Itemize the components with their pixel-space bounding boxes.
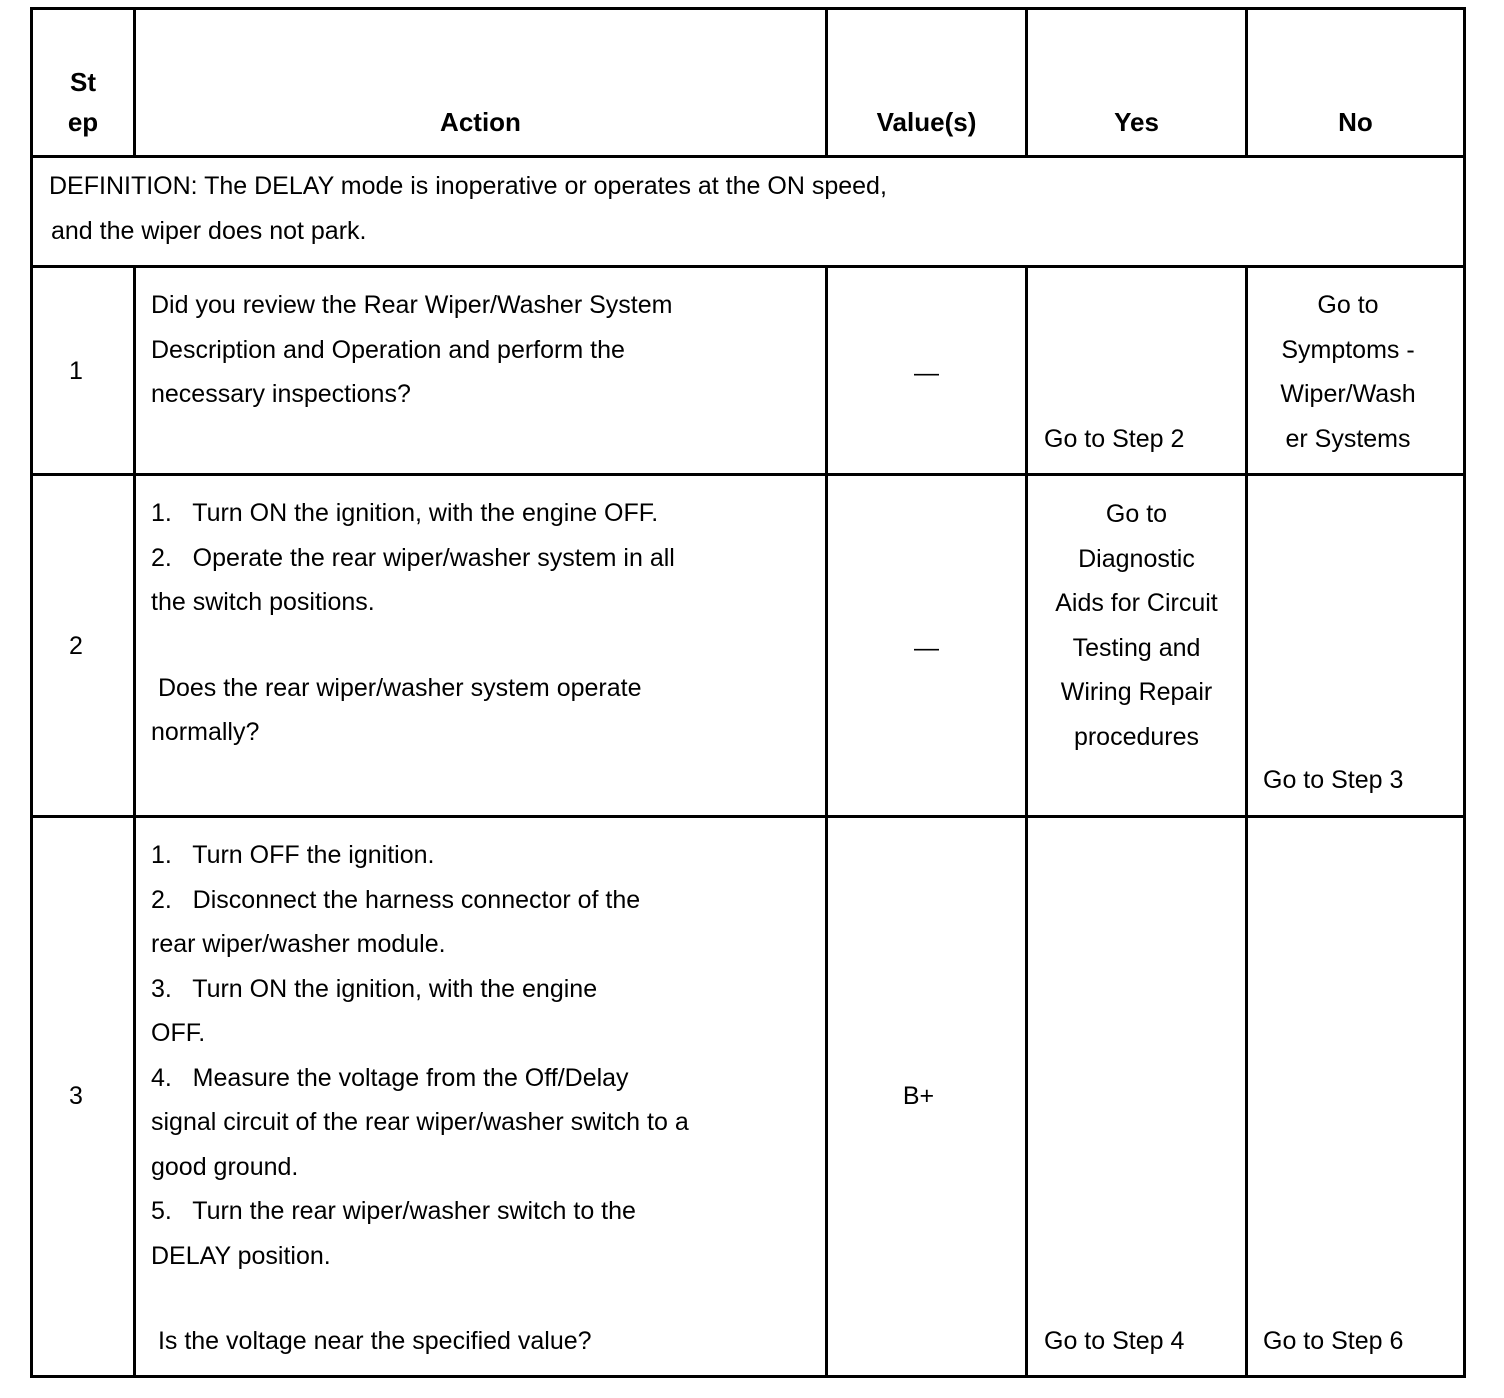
action-line: Does the rear wiper/washer system operate xyxy=(151,673,642,702)
definition-divider xyxy=(33,265,1463,268)
yes-line: Aids for Circuit xyxy=(1055,589,1218,617)
value-text: — xyxy=(914,634,939,662)
definition-line: and the wiper does not park. xyxy=(51,216,367,245)
action-line: 1. Turn OFF the ignition. xyxy=(151,841,435,869)
header-divider xyxy=(33,155,1463,158)
action-line: 1. Turn ON the ignition, with the engine OFF. xyxy=(151,499,659,527)
action-line: necessary inspections? xyxy=(151,380,411,408)
row-1-divider xyxy=(33,473,1463,476)
action-line: normally? xyxy=(151,718,260,746)
row-2-divider xyxy=(33,815,1463,818)
yes-line: Go to xyxy=(1105,500,1168,528)
action-line: 5. Turn the rear wiper/washer switch to the xyxy=(151,1197,636,1225)
no-line: Symptoms - xyxy=(1281,335,1415,364)
value-text: B+ xyxy=(902,1082,935,1110)
action-line: the switch positions. xyxy=(151,588,375,616)
no-line: Wiper/Wash xyxy=(1280,380,1416,408)
yes-link[interactable] xyxy=(1028,492,1245,759)
yes-line: Wiring Repair xyxy=(1060,678,1213,706)
action-line: 2. Disconnect the harness connector of the xyxy=(151,885,641,914)
blank-line xyxy=(151,1278,811,1319)
action-text xyxy=(151,283,811,417)
action-text xyxy=(151,491,811,755)
header-yes: Yes xyxy=(1114,107,1159,137)
definition-line: DEFINITION: The DELAY mode is inoperative or operates at the ON speed, xyxy=(49,172,887,200)
action-line: signal circuit of the rear wiper/washer switch to a xyxy=(151,1108,689,1136)
action-line: Is the voltage near the specified value? xyxy=(151,1327,592,1355)
step-number: 3 xyxy=(69,1082,83,1110)
yes-line: Testing and xyxy=(1072,633,1201,662)
action-line: 3. Turn ON the ignition, with the engine xyxy=(151,974,598,1003)
action-line: 2. Operate the rear wiper/washer system in all xyxy=(151,543,675,572)
yes-line: procedures xyxy=(1073,722,1200,751)
header-values: Value(s) xyxy=(876,107,977,137)
action-line: good ground. xyxy=(151,1152,299,1181)
yes-link[interactable]: Go to Step 2 xyxy=(1044,425,1185,453)
value-text: — xyxy=(914,359,939,387)
action-line: Did you review the Rear Wiper/Washer System xyxy=(151,291,673,319)
col-divider xyxy=(133,265,136,1375)
no-link[interactable] xyxy=(1248,283,1448,461)
diagnostic-table xyxy=(30,7,1466,1378)
header-step-line: ep xyxy=(67,107,99,137)
header-step xyxy=(33,62,133,142)
action-text xyxy=(151,833,811,1364)
header-action: Action xyxy=(440,107,521,137)
action-line: OFF. xyxy=(151,1019,206,1047)
step-number: 1 xyxy=(69,357,83,385)
action-line: 4. Measure the voltage from the Off/Delay xyxy=(151,1063,629,1092)
action-line: DELAY position. xyxy=(151,1241,331,1270)
definition-text xyxy=(49,164,1449,253)
no-link[interactable]: Go to Step 6 xyxy=(1263,1327,1404,1355)
yes-line: Diagnostic xyxy=(1078,544,1195,573)
action-line: Description and Operation and perform the xyxy=(151,335,625,364)
action-line: rear wiper/washer module. xyxy=(151,930,446,958)
yes-link[interactable]: Go to Step 4 xyxy=(1044,1327,1185,1355)
no-link[interactable]: Go to Step 3 xyxy=(1263,766,1404,794)
blank-line xyxy=(151,625,811,666)
step-number: 2 xyxy=(69,632,83,660)
header-step-line: St xyxy=(70,67,96,97)
no-line: Go to xyxy=(1317,291,1379,319)
header-no: No xyxy=(1338,107,1373,137)
no-line: er Systems xyxy=(1285,424,1411,453)
col-divider xyxy=(825,265,828,1375)
col-divider xyxy=(1025,265,1028,1375)
